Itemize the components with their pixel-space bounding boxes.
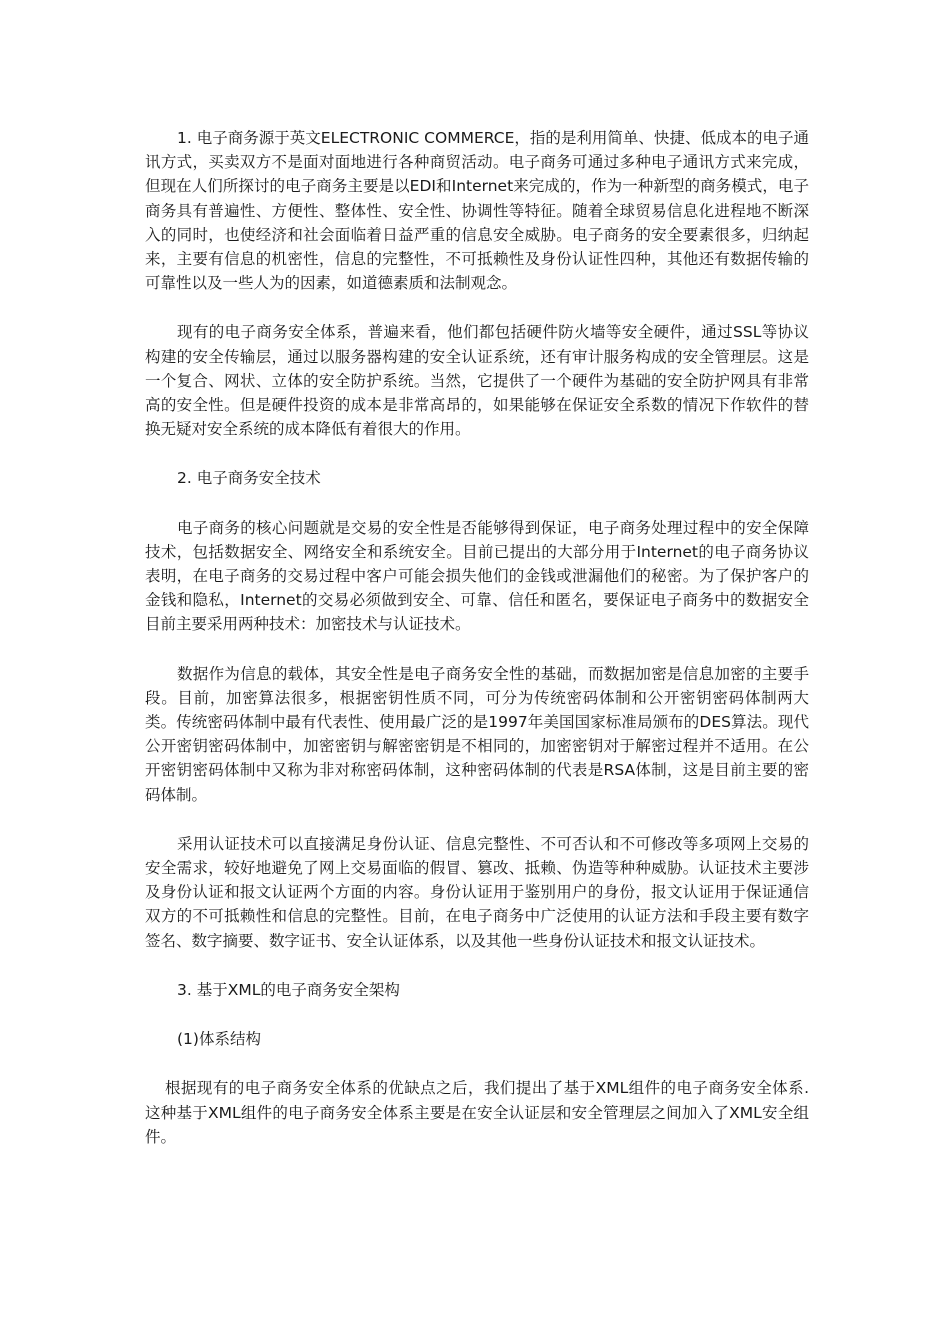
- paragraph-xml-architecture: 根据现有的电子商务安全体系的优缺点之后，我们提出了基于XML组件的电子商务安全体系. 这种基于XML组件的电子商务安全体系主要是在安全认证层和安全管理层之间加入了XML安全组件。: [145, 1079, 809, 1146]
- section-heading-3: 3. 基于XML的电子商务安全架构: [177, 980, 400, 999]
- paragraph-existing-security-system: 现有的电子商务安全体系，普遍来看，他们都包括硬件防火墙等安全硬件，通过SSL等协议构建的安全传输层，通过以服务器构建的安全认证系统，还有审计服务构成的安全管理层。这是一个复合、网状、立体的安全防护系统。当然，它提供了一个硬件为基础的安全防护网具有非常高的安全性。但是硬件投资的成本是非常高昂的，如果能够在保证安全系数的情况下作软件的替换无疑对安全系统的成本降低有着很大的作用。: [145, 323, 809, 439]
- paragraph-security-tech: 电子商务的核心问题就是交易的安全性是否能够得到保证，电子商务处理过程中的安全保障技术，包括数据安全、网络安全和系统安全。目前已提出的大部分用于Internet的电子商务协议表明，在电子商务的交易过程中客户可能会损失他们的金钱或泄漏他们的秘密。为了保护客户的金钱和隐私，Internet的交易必须做到安全、可靠、信任和匿名，要保证电子商务中的数据安全目前主要采用两种技术：加密技术与认证技术。: [145, 518, 809, 634]
- subsection-heading-architecture: (1)体系结构: [177, 1030, 261, 1049]
- paragraph-encryption: 数据作为信息的载体，其安全性是电子商务安全性的基础，而数据加密是信息加密的主要手段。目前，加密算法很多，根据密钥性质不同，可分为传统密码体制和公开密钥密码体制两大类。传统密码体制中最有代表性、使用最广泛的是1997年美国国家标准局颁布的DES算法。现代公开密钥密码体制中，加密密钥与解密密钥是不相同的，加密密钥对于解密过程并不适用。在公开密钥密码体制中又称为非对称密码体制，这种密码体制的代表是RSA体制，这是目前主要的密码体制。: [145, 664, 809, 804]
- paragraph-intro: 1. 电子商务源于英文ELECTRONIC COMMERCE，指的是利用简单、快捷、低成本的电子通讯方式，买卖双方不是面对面地进行各种商贸活动。电子商务可通过多种电子通讯方式来完成，但现在人们所探讨的电子商务主要是以EDI和Internet来完成的，作为一种新型的商务模式，电子商务具有普遍性、方便性、整体性、安全性、协调性等特征。随着全球贸易信息化进程地不断深入的同时，也使经济和社会面临着日益严重的信息安全威胁。电子商务的安全要素很多，归纳起来，主要有信息的机密性，信息的完整性，不可抵赖性及身份认证性四种，其他还有数据传输的可靠性以及一些人为的因素，如道德素质和法制观念。: [145, 129, 809, 293]
- paragraph-authentication: 采用认证技术可以直接满足身份认证、信息完整性、不可否认和不可修改等多项网上交易的安全需求，较好地避免了网上交易面临的假冒、篡改、抵赖、伪造等种种威胁。认证技术主要涉及身份认证和报文认证两个方面的内容。身份认证用于鉴别用户的身份，报文认证用于保证通信双方的不可抵赖性和信息的完整性。目前，在电子商务中广泛使用的认证方法和手段主要有数字签名、数字摘要、数字证书、安全认证体系，以及其他一些身份认证技术和报文认证技术。: [145, 834, 809, 950]
- document-page: [145, 126, 809, 1149]
- section-heading-2: 2. 电子商务安全技术: [177, 469, 321, 488]
